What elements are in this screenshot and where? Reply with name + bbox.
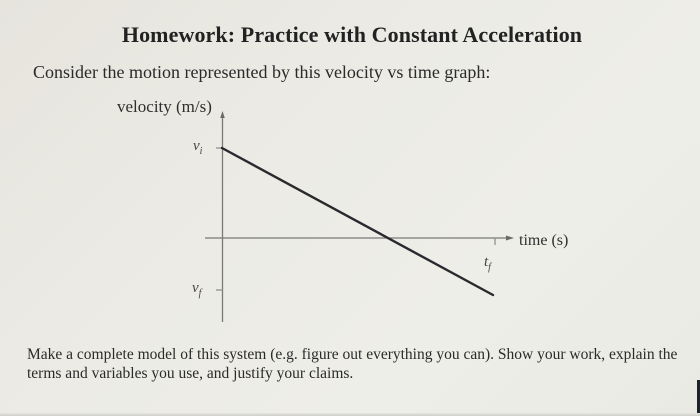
tf-symbol: t xyxy=(484,254,489,270)
page-title: Homework: Practice with Constant Acceleration xyxy=(121,22,583,47)
x-axis-label: time (s) xyxy=(519,232,569,249)
vi-subscript: i xyxy=(199,146,203,157)
vf-label xyxy=(192,280,201,299)
instructions-text: Make a complete model of this system (e.g. figure out everything you can). Show your work, explain the terms and variables you use, and justify your claims. xyxy=(27,346,678,382)
intro-text: Consider the motion represented by this velocity vs time graph: xyxy=(33,62,491,82)
vf-subscript: f xyxy=(198,288,202,299)
vi-label xyxy=(193,138,202,157)
vf-symbol: v xyxy=(192,280,199,296)
vi-symbol: v xyxy=(193,138,200,154)
tf-subscript: f xyxy=(488,262,491,273)
x-axis-arrowhead xyxy=(506,236,514,241)
velocity-line xyxy=(222,148,493,295)
y-axis-arrowhead xyxy=(220,111,225,118)
y-axis-label: velocity (m/s) xyxy=(117,97,212,116)
tf-label xyxy=(484,254,491,273)
